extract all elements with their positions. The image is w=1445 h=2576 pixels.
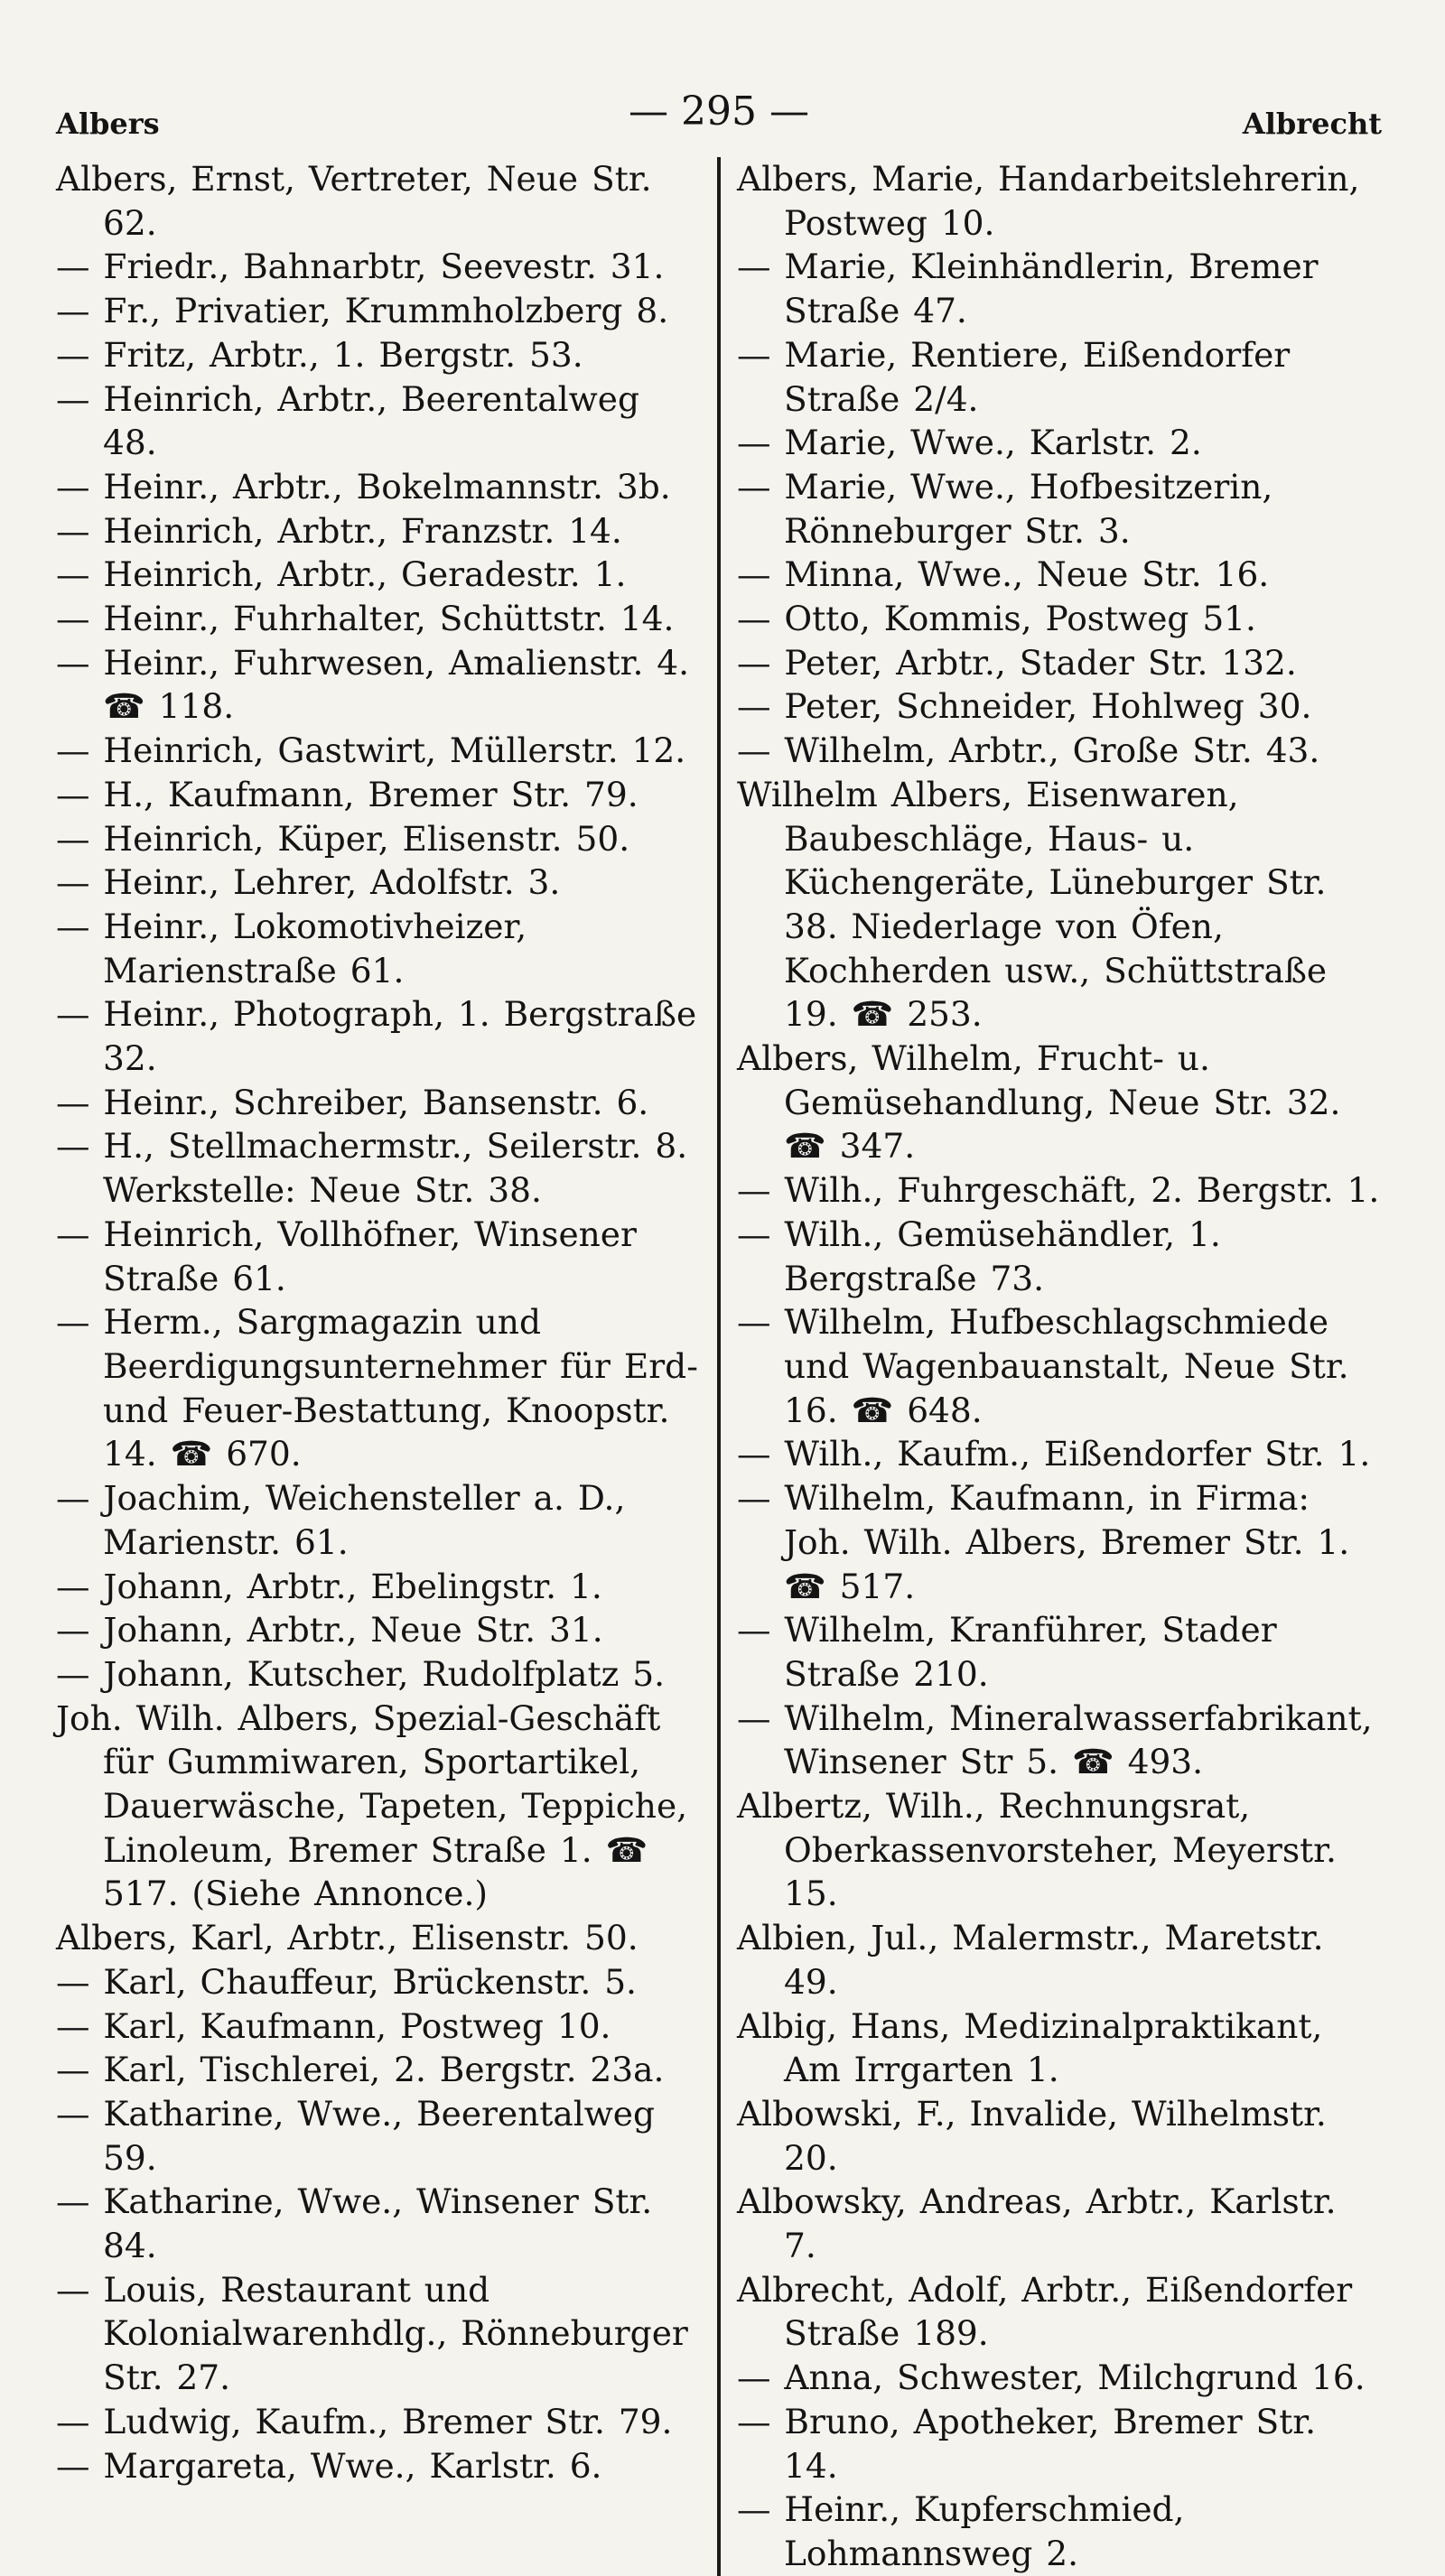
- directory-entry: — Heinrich, Arbtr., Beerentalweg 48.: [56, 378, 639, 463]
- directory-entry: — Fritz, Arbtr., 1. Bergstr. 53.: [56, 334, 583, 375]
- directory-entry: — Wilh., Fuhrgeschäft, 2. Bergstr. 1.: [737, 1170, 1380, 1211]
- directory-entry: — Otto, Kommis, Postweg 51.: [737, 599, 1256, 639]
- directory-entry: — Marie, Rentiere, Eißendorfer Straße 2/4.: [737, 334, 1291, 419]
- directory-entry: — Marie, Wwe., Karlstr. 2.: [737, 423, 1202, 463]
- directory-entry: — Heinr., Fuhrwesen, Amalienstr. 4. ☎ 118.: [56, 642, 690, 727]
- directory-entry: — Johann, Arbtr., Ebelingstr. 1.: [56, 1566, 602, 1606]
- directory-entry: Wilhelm Albers, Eisenwaren, Baubeschläge, Haus- u. Küchengeräte, Lüneburger Str. 38. Niederlage von Öfen, Kochherden usw., Schüttstraße 19. ☎ 253.: [737, 774, 1328, 1035]
- directory-entry: — Minna, Wwe., Neue Str. 16.: [737, 554, 1270, 595]
- directory-entry: — Heinr., Kupferschmied, Lohmannsweg 2.: [737, 2489, 1185, 2573]
- directory-entry: Albers, Karl, Arbtr., Elisenstr. 50.: [56, 1918, 639, 1958]
- directory-entry: — Fr., Privatier, Krummholzberg 8.: [56, 291, 669, 331]
- directory-entry: — Katharine, Wwe., Winsener Str. 84.: [56, 2181, 653, 2266]
- directory-entry: — Joachim, Weichensteller a. D., Marienstr. 61.: [56, 1478, 626, 1562]
- directory-entry: Albertz, Wilh., Rechnungsrat, Oberkassenvorsteher, Meyerstr. 15.: [737, 1786, 1337, 1914]
- directory-entry: Albrecht, Adolf, Arbtr., Eißendorfer Straße 189.: [737, 2269, 1353, 2354]
- directory-entry: Albers, Wilhelm, Frucht- u. Gemüsehandlung, Neue Str. 32. ☎ 347.: [737, 1038, 1341, 1167]
- directory-entry: — Johann, Arbtr., Neue Str. 31.: [56, 1610, 603, 1651]
- directory-entry: — Wilhelm, Mineralwasserfabrikant, Winsener Str 5. ☎ 493.: [737, 1697, 1373, 1782]
- directory-entry: — Heinr., Schreiber, Bansenstr. 6.: [56, 1082, 649, 1122]
- directory-entry: Albowski, F., Invalide, Wilhelmstr. 20.: [737, 2093, 1327, 2178]
- directory-entry: Albers, Marie, Handarbeitslehrerin, Postweg 10.: [737, 159, 1360, 243]
- directory-entry: — Wilh., Kaufm., Eißendorfer Str. 1.: [737, 1434, 1371, 1474]
- directory-entry: — Peter, Arbtr., Stader Str. 132.: [737, 642, 1297, 683]
- page-number: — 295 —: [629, 88, 809, 135]
- directory-entry: — Heinrich, Arbtr., Geradestr. 1.: [56, 554, 627, 595]
- directory-entry: Joh. Wilh. Albers, Spezial-Geschäft für Gummiwaren, Sportartikel, Dauerwäsche, Tapeten, Teppiche, Linoleum, Bremer Straße 1. ☎ 517. (Siehe Annonce.): [56, 1697, 688, 1914]
- directory-entry: — Friedr., Bahnarbtr, Seevestr. 31.: [56, 246, 665, 287]
- page-header: [56, 81, 1382, 146]
- directory-entry: — Margareta, Wwe., Karlstr. 6.: [56, 2445, 602, 2486]
- directory-entry: — Marie, Kleinhändlerin, Bremer Straße 47.: [737, 246, 1319, 331]
- directory-entry: — Peter, Schneider, Hohlweg 30.: [737, 686, 1312, 727]
- directory-entry: — Heinr., Lokomotivheizer, Marienstraße 61.: [56, 906, 527, 990]
- directory-entry: — Heinrich, Küper, Elisenstr. 50.: [56, 818, 630, 859]
- directory-entry: — Heinrich, Arbtr., Franzstr. 14.: [56, 510, 622, 551]
- directory-entry: — Karl, Tischlerei, 2. Bergstr. 23a.: [56, 2050, 665, 2090]
- directory-entry: Albien, Jul., Malermstr., Maretstr. 49.: [737, 1918, 1324, 2002]
- right-column: [721, 157, 1382, 2576]
- left-column: [56, 157, 717, 2576]
- directory-entry: — Anna, Schwester, Milchgrund 16.: [737, 2357, 1366, 2398]
- directory-entry: — Wilhelm, Kaufmann, in Firma: Joh. Wilh. Albers, Bremer Str. 1. ☎ 517.: [737, 1478, 1350, 1606]
- directory-entry: Albig, Hans, Medizinalpraktikant, Am Irrgarten 1.: [737, 2005, 1323, 2090]
- header-right-catchword: Albrecht: [1242, 107, 1382, 141]
- directory-entry: — Heinr., Fuhrhalter, Schüttstr. 14.: [56, 599, 675, 639]
- directory-entry: — Heinrich, Gastwirt, Müllerstr. 12.: [56, 730, 686, 771]
- directory-entry: — Ludwig, Kaufm., Bremer Str. 79.: [56, 2401, 673, 2441]
- directory-entry: Albowsky, Andreas, Arbtr., Karlstr. 7.: [737, 2181, 1337, 2266]
- header-left-catchword: Albers: [56, 107, 160, 141]
- directory-entry: — Karl, Chauffeur, Brückenstr. 5.: [56, 1961, 637, 2002]
- directory-entry: — H., Stellmachermstr., Seilerstr. 8. Werkstelle: Neue Str. 38.: [56, 1126, 688, 1211]
- columns: [56, 157, 1382, 2576]
- directory-entry: — Heinr., Photograph, 1. Bergstraße 32.: [56, 994, 697, 1079]
- directory-entry: — Wilhelm, Arbtr., Große Str. 43.: [737, 730, 1320, 771]
- directory-entry: — Herm., Sargmagazin und Beerdigungsunternehmer für Erd- und Feuer-Bestattung, Knoopstr. 14. ☎ 670.: [56, 1302, 698, 1474]
- directory-entry: — Wilhelm, Hufbeschlagschmiede und Wagenbauanstalt, Neue Str. 16. ☎ 648.: [737, 1302, 1349, 1430]
- directory-entry: — Wilhelm, Kranführer, Stader Straße 210.: [737, 1610, 1277, 1694]
- directory-entry: — Wilh., Gemüsehändler, 1. Bergstraße 73.: [737, 1214, 1221, 1298]
- directory-entry: — H., Kaufmann, Bremer Str. 79.: [56, 774, 639, 814]
- directory-entry: Albers, Ernst, Vertreter, Neue Str. 62.: [56, 159, 652, 243]
- directory-entry: — Louis, Restaurant und Kolonialwarenhdlg., Rönneburger Str. 27.: [56, 2269, 688, 2398]
- directory-entry: — Johann, Kutscher, Rudolfplatz 5.: [56, 1653, 666, 1694]
- directory-entry: — Katharine, Wwe., Beerentalweg 59.: [56, 2093, 655, 2178]
- directory-entry: — Bruno, Apotheker, Bremer Str. 14.: [737, 2401, 1317, 2486]
- directory-entry: — Marie, Wwe., Hofbesitzerin, Rönneburger Str. 3.: [737, 466, 1273, 551]
- directory-entry: — Karl, Kaufmann, Postweg 10.: [56, 2005, 611, 2046]
- directory-entry: — Heinrich, Vollhöfner, Winsener Straße 61.: [56, 1214, 637, 1298]
- directory-entry: — Heinr., Lehrer, Adolfstr. 3.: [56, 862, 561, 903]
- directory-entry: — Heinr., Arbtr., Bokelmannstr. 3b.: [56, 466, 671, 507]
